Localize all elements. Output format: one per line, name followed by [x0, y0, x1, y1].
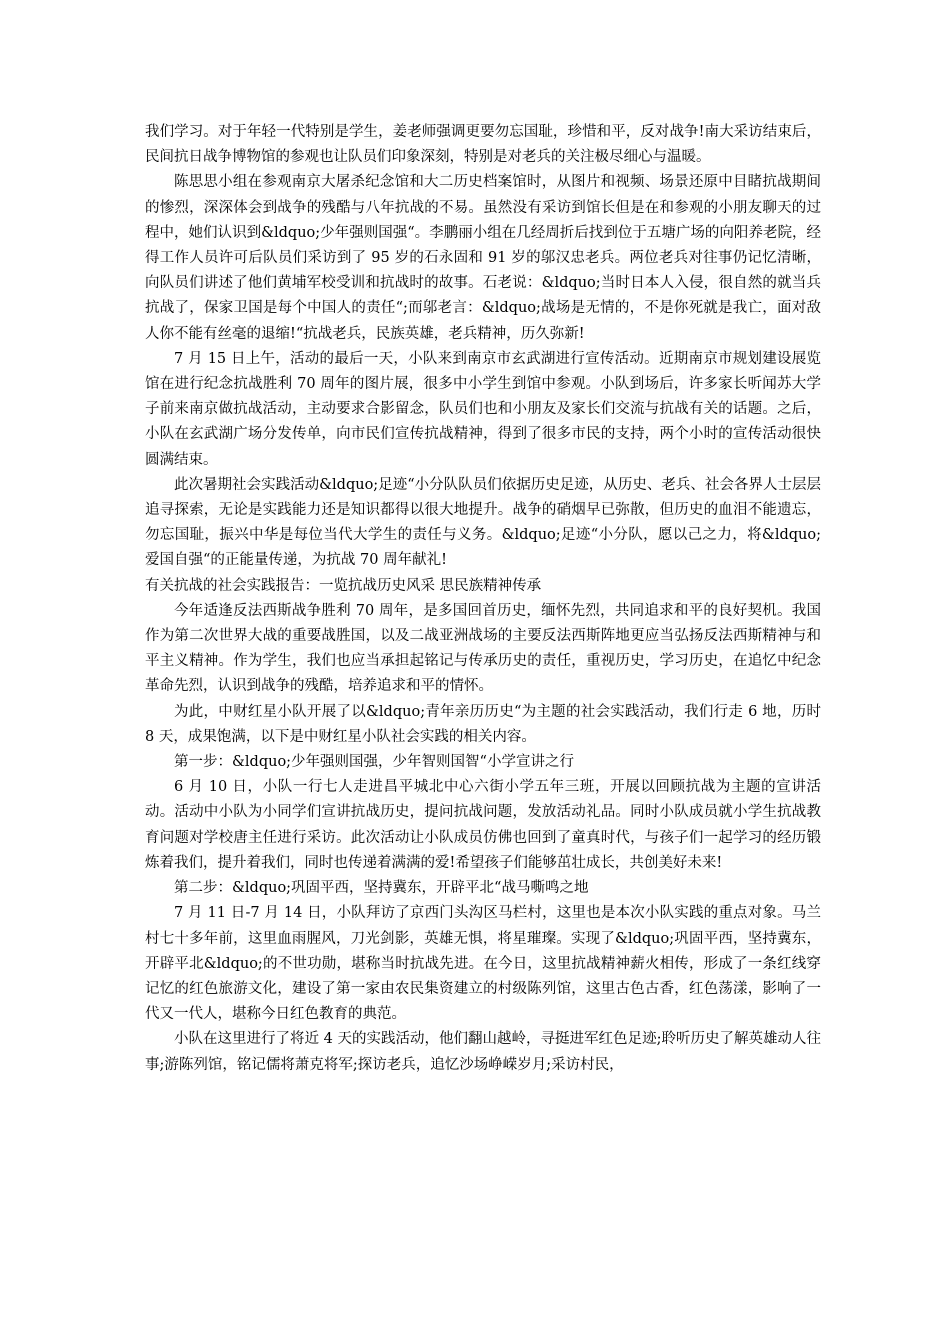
step-heading: 第二步：&ldquo;巩固平西，坚持冀东，开辟平北“战马嘶鸣之地 [174, 880, 589, 897]
section-heading: 有关抗战的社会实践报告：一览抗战历史风采 思民族精神传承 [145, 577, 542, 594]
step-heading: 第一步：&ldquo;少年强则国强，少年智则国智“小学宣讲之行 [174, 754, 574, 771]
paragraph: 7 月 11 日-7 月 14 日，小队拜访了京西门头沟区马栏村，这里也是本次小队实践的重点对象。马兰村七十多年前，这里血雨腥风，刀光剑影，英雄无惧，将星璀璨。实现了&ldquo;巩固平西，坚持冀东，开辟平北&ldquo;的不世功勋，堪称当时抗战先进。在今日，这里抗战精神薪火相传，形成了一条红线穿记忆的红色旅游文化，建设了第一家由农民集资建立的村级陈列馆，这里古色古香，红色荡漾，影响了一代又一代人，堪称今日红色教育的典范。 [145, 905, 821, 1023]
paragraph: 我们学习。对于年轻一代特别是学生，姜老师强调更要勿忘国耻，珍惜和平，反对战争!南大采访结束后，民间抗日战争博物馆的参观也让队员们印象深刻，特别是对老兵的关注极尽细心与温暖。 [145, 124, 821, 166]
document-page [145, 120, 821, 1078]
paragraph: 此次暑期社会实践活动&ldquo;足迹“小分队队员们依据历史足迹，从历史、老兵、社会各界人士层层追寻探索，无论是实践能力还是知识都得以很大地提升。战争的硝烟早已弥散，但历史的血泪不能遗忘，勿忘国耻，振兴中华是每位当代大学生的责任与义务。&ldquo;足迹“小分队，愿以己之力，将&ldquo;爱国自强“的正能量传递，为抗战 70 周年献礼! [145, 476, 821, 569]
paragraph: 小队在这里进行了将近 4 天的实践活动，他们翻山越岭，寻挺进军红色足迹;聆听历史了解英雄动人往事;游陈列馆，铭记儒将萧克将军;探访老兵，追忆沙场峥嵘岁月;采访村民， [145, 1031, 821, 1073]
paragraph: 陈思思小组在参观南京大屠杀纪念馆和大二历史档案馆时，从图片和视频、场景还原中目睹抗战期间的惨烈，深深体会到战争的残酷与八年抗战的不易。虽然没有采访到馆长但是在和参观的小朋友聊天的过程中，她们认识到&ldquo;少年强则国强“。李鹏丽小组在几经周折后找到位于五塘广场的向阳养老院，经得工作人员许可后队员们采访到了 95 岁的石永固和 91 岁的邬汉忠老兵。两位老兵对往事仍记忆清晰，向队员们讲述了他们黄埔军校受训和抗战时的故事。石老说：&ldquo;当时日本人入侵，很自然的就当兵抗战了，保家卫国是每个中国人的责任“;而邬老言：&ldquo;战场是无情的，不是你死就是我亡，面对敌人你不能有丝毫的退缩!“抗战老兵，民族英雄，老兵精神，历久弥新! [145, 174, 821, 342]
paragraph: 为此，中财红星小队开展了以&ldquo;青年亲历历史“为主题的社会实践活动，我们行走 6 地，历时 8 天，成果饱满，以下是中财红星小队社会实践的相关内容。 [145, 703, 821, 745]
paragraph: 7 月 15 日上午，活动的最后一天，小队来到南京市玄武湖进行宣传活动。近期南京市规划建设展览馆在进行纪念抗战胜利 70 周年的图片展，很多中小学生到馆中参观。小队到场后，许多家长听闻苏大学子前来南京做抗战活动，主动要求合影留念，队员们也和小朋友及家长们交流与抗战有关的话题。之后，小队在玄武湖广场分发传单，向市民们宣传抗战精神，得到了很多市民的支持，两个小时的宣传活动很快圆满结束。 [145, 350, 821, 468]
paragraph: 今年适逢反法西斯战争胜利 70 周年，是多国回首历史，缅怀先烈，共同追求和平的良好契机。我国作为第二次世界大战的重要战胜国，以及二战亚洲战场的主要反法西斯阵地更应当弘扬反法西斯精神与和平主义精神。作为学生，我们也应当承担起铭记与传承历史的责任，重视历史，学习历史，在追忆中纪念革命先烈，认识到战争的残酷，培养追求和平的情怀。 [145, 602, 821, 695]
paragraph: 6 月 10 日，小队一行七人走进昌平城北中心六街小学五年三班，开展以回顾抗战为主题的宣讲活动。活动中小队为小同学们宣讲抗战历史，提问抗战问题，发放活动礼品。同时小队成员就小学生抗战教育问题对学校唐主任进行采访。此次活动让小队成员仿佛也回到了童真时代，与孩子们一起学习的经历锻炼着我们，提升着我们，同时也传递着满满的爱!希望孩子们能够茁壮成长，共创美好未来! [145, 779, 821, 871]
